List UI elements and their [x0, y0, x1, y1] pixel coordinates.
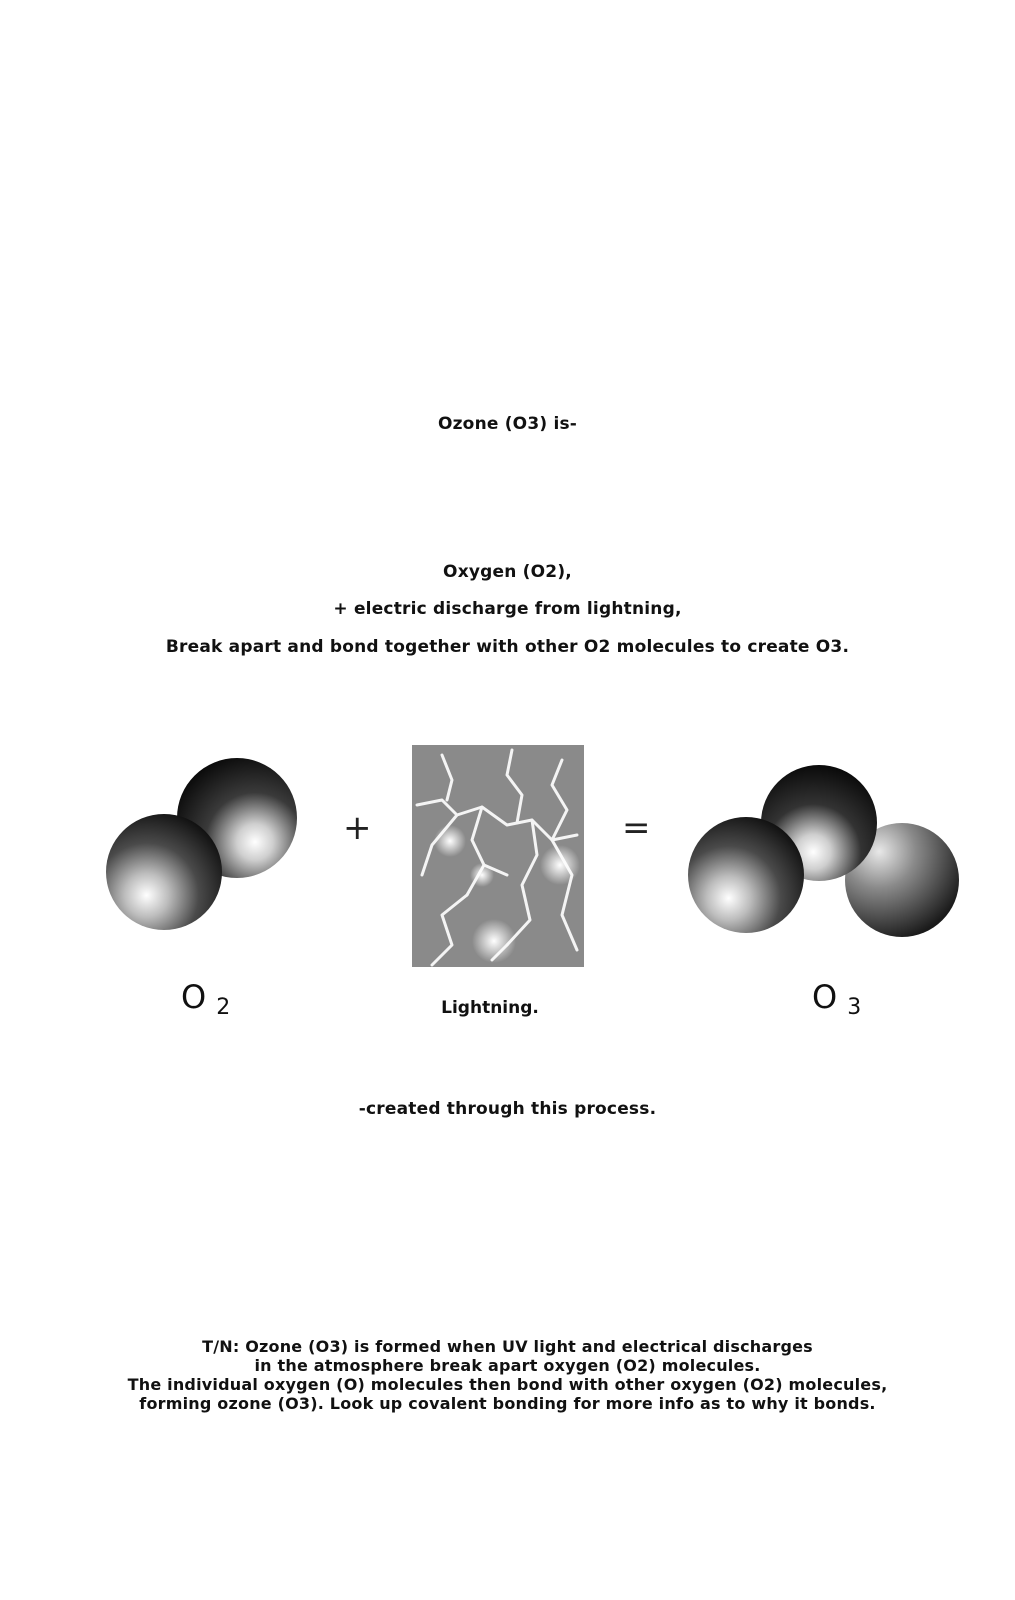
translator-note-line: in the atmosphere break apart oxygen (O2) molecules.: [254, 1356, 761, 1375]
outro-text: -created through this process.: [358, 1099, 657, 1119]
oxygen-molecule-o2-icon: [100, 750, 310, 940]
lightning-label: Lightning.: [441, 998, 539, 1018]
o2-symbol: O: [181, 978, 207, 1016]
lightning-image: [412, 745, 584, 967]
translator-note-line: The individual oxygen (O) molecules then bond with other oxygen (O2) molecules,: [127, 1375, 888, 1394]
o3-formula: [812, 978, 862, 1020]
process-line-oxygen: Oxygen (O2),: [443, 562, 572, 582]
process-line-bonding: Break apart and bond together with other O2 molecules to create O3.: [165, 637, 850, 657]
ozone-molecule-o3-icon: [680, 755, 965, 945]
o2-subscript: 2: [216, 995, 231, 1020]
translator-note: [0, 1337, 1015, 1413]
translator-note-line: T/N: Ozone (O3) is formed when UV light and electrical discharges: [202, 1337, 813, 1356]
plus-sign: +: [343, 808, 372, 848]
o3-subscript: 3: [847, 995, 862, 1020]
o2-formula: [181, 978, 231, 1020]
intro-text: Ozone (O3) is-: [437, 414, 578, 434]
translator-note-line: forming ozone (O3). Look up covalent bonding for more info as to why it bonds.: [139, 1394, 876, 1413]
equals-sign: =: [622, 808, 651, 848]
process-line-discharge: + electric discharge from lightning,: [333, 599, 682, 619]
o3-symbol: O: [812, 978, 838, 1016]
